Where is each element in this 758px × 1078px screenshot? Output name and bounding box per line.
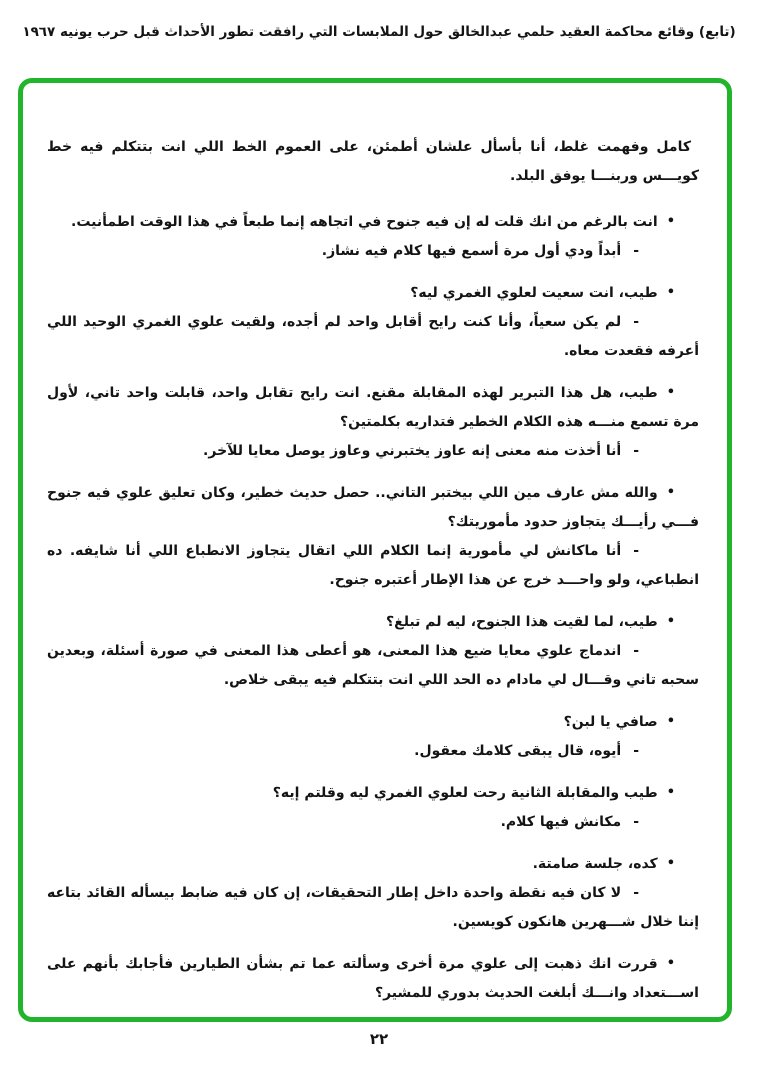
dialogue-question <box>47 850 699 879</box>
dialogue-question-text: والله مش عارف مين اللي بيختبر التاني.. حصل حديث خطير، وكان تعليق علوي فيه جنوح فـــي رأيـــك يتجاوز حدود مأموريتك؟ <box>47 485 699 530</box>
qa-group <box>47 708 699 766</box>
dialogue-answer-text: أنا أخذت منه معنى إنه عاوز يختبرني وعاوز يوصل معايا للآخر. <box>203 443 622 459</box>
bullet-icon: • <box>666 485 675 500</box>
bullet-icon: • <box>666 956 675 971</box>
dialogue-answer-text: أنا ماكانش لي مأمورية إنما الكلام اللي اتقال يتجاوز الانطباع اللي أنا شايفه. ده انطباعي، ولو واحـــد خرج عن هذا الإطار أعتبره جنوح. <box>47 543 699 588</box>
dash-icon: - <box>633 443 639 459</box>
dialogue-answer-text: لم يكن سعياً، وأنا كنت رايح أقابل واحد لم أجده، ولقيت علوي الغمري الوحيد اللي أعرفه فقعدت معاه. <box>47 314 699 359</box>
dialogue-question <box>47 279 699 308</box>
dash-icon: - <box>633 314 639 330</box>
bullet-icon: • <box>666 214 675 229</box>
qa-group <box>47 608 699 695</box>
dialogue-answer-text: اندماج علوي معايا ضيع هذا المعنى، هو أعطى هذا المعنى في صورة أسئلة، وبعدين سحبه تاني وقـــال لي مادام ده الحد اللي انت بتتكلم فيه يبقى خلاص. <box>47 643 699 688</box>
dialogue-question-text: طيب والمقابلة الثانية رحت لعلوي الغمري ليه وقلتم إيه؟ <box>272 785 658 801</box>
dialogue-question <box>47 379 699 437</box>
intro-paragraph: كامل وفهمت غلط، أنا بأسأل علشان أطمئن، على العموم الخط اللي انت بتتكلم فيه خط كويـــس وربنـــا يوفق البلد. <box>47 139 699 184</box>
bullet-icon: • <box>666 714 675 729</box>
dialogue-question <box>47 950 699 1008</box>
dialogue-answer <box>47 879 699 937</box>
dialogue-answer <box>47 537 699 595</box>
green-content-frame <box>18 78 732 1022</box>
dialogue-answer-text: مكانش فيها كلام. <box>500 814 622 830</box>
dash-icon: - <box>633 814 639 830</box>
dialogue-question-text: انت بالرغم من انك قلت له إن فيه جنوح في اتجاهه إنما طبعاً في هذا الوقت اطمأنيت. <box>71 214 658 230</box>
dash-icon: - <box>633 885 639 901</box>
bullet-icon: • <box>666 285 675 300</box>
qa-group <box>47 479 699 595</box>
dialogue-question <box>47 479 699 537</box>
dash-icon: - <box>633 243 639 259</box>
bullet-icon: • <box>666 856 675 871</box>
dialogue-question <box>47 779 699 808</box>
dialogue-question-text: طيب، هل هذا التبرير لهذه المقابلة مقنع. انت رايح تقابل واحد، قابلت واحد تاني، لأول مرة تسمع منـــه هذه الكلام الخطير فتداريه بكلمتين؟ <box>47 385 699 430</box>
dialogue-answer-text: أبداً ودي أول مرة أسمع فيها كلام فيه نشاز. <box>321 243 622 259</box>
dash-icon: - <box>633 643 639 659</box>
dialogue-answer <box>47 737 699 766</box>
dash-icon: - <box>633 543 639 559</box>
bullet-icon: • <box>666 614 675 629</box>
dialogue-answer <box>47 308 699 366</box>
dialogue-question <box>47 608 699 637</box>
qa-group <box>47 279 699 366</box>
dialogue-question-text: صافي يا لبن؟ <box>563 714 658 730</box>
dialogue-list <box>47 208 699 1008</box>
dialogue-question-text: طيب، لما لقيت هذا الجنوح، ليه لم تبلغ؟ <box>386 614 658 630</box>
qa-group <box>47 379 699 466</box>
qa-group <box>47 779 699 837</box>
qa-group <box>47 208 699 266</box>
page-header-title: (تابع) وقائع محاكمة العقيد حلمي عبدالخالق حول الملابسات التي رافقت تطور الأحداث قبل حرب يونيه ١٩٦٧ <box>22 24 736 40</box>
dialogue-answer-text: لا كان فيه نقطة واحدة داخل إطار التحقيقات، إن كان فيه ضابط بيسأله القائد بتاعه إننا خلال شـــهرين هانكون كويسين. <box>47 885 699 930</box>
dialogue-question <box>47 208 699 237</box>
dialogue-question-text: طيب، انت سعيت لعلوي الغمري ليه؟ <box>410 285 658 301</box>
page-number: ٢٢ <box>369 1030 389 1048</box>
dialogue-question-text: قررت انك ذهبت إلى علوي مرة أخرى وسألته عما تم بشأن الطيارين فأجابك بأنهم على اســـتعداد وانـــك أبلغت الحديث بدوري للمشير؟ <box>47 956 699 1001</box>
qa-group <box>47 950 699 1008</box>
dialogue-answer <box>47 237 699 266</box>
bullet-icon: • <box>666 785 675 800</box>
qa-group <box>47 850 699 937</box>
dialogue-answer <box>47 437 699 466</box>
dialogue-answer <box>47 637 699 695</box>
bullet-icon: • <box>666 385 675 400</box>
dialogue-answer <box>47 808 699 837</box>
transcript-body <box>23 83 727 1017</box>
dialogue-question <box>47 708 699 737</box>
dash-icon: - <box>633 743 639 759</box>
dialogue-question-text: كده، جلسة صامتة. <box>532 856 658 872</box>
dialogue-answer-text: أيوه، قال يبقى كلامك معقول. <box>414 743 622 759</box>
